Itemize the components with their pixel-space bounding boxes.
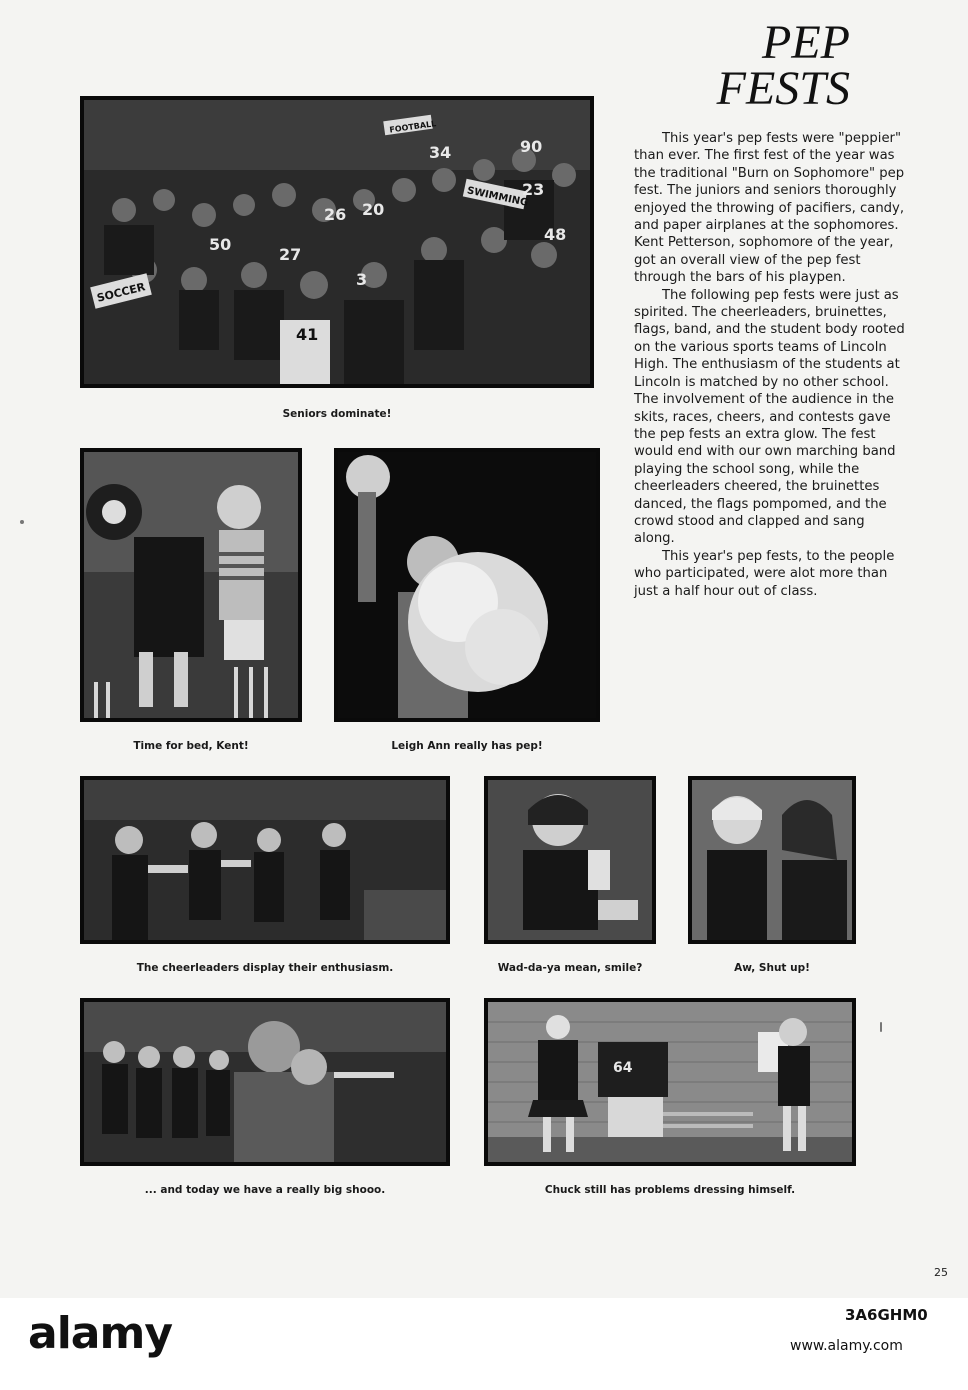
photo-caption: Chuck still has problems dressing himself.	[544, 1184, 796, 1196]
photo-caption: Leigh Ann really has pep!	[391, 740, 543, 752]
show-scene	[84, 1002, 446, 1162]
jersey-number: 50	[209, 235, 232, 254]
photo-cheerleaders-enthusiasm	[80, 776, 450, 944]
photo-aw-shut-up	[688, 776, 856, 944]
title-line-1: PEP	[762, 16, 850, 69]
sign-football: FOOTBALL	[388, 119, 437, 135]
crowd-scene	[84, 100, 590, 384]
image-id: 3A6GHM0	[845, 1306, 928, 1324]
playpen-scene	[84, 452, 298, 718]
jersey-number: 26	[324, 205, 347, 224]
watermark-url: www.alamy.com	[790, 1338, 903, 1354]
title-line-2: FESTS	[716, 62, 850, 115]
page-title	[660, 16, 850, 115]
speck	[880, 1022, 882, 1032]
photo-seniors-crowd	[80, 96, 594, 388]
jersey-number: 27	[279, 245, 302, 264]
jersey-number: 48	[544, 225, 567, 244]
photo-caption: The cheerleaders display their enthusiasm.	[136, 962, 394, 974]
photo-really-big-shooo	[80, 998, 450, 1166]
article-paragraph: This year's pep fests were "peppier" than ever. The first fest of the year was the traditional "Burn on Sophomore" pep fest. The juniors and seniors thoroughly enjoyed the throwing of pacifiers, candy, and paper airplanes at the sophomores. Kent Petterson, sophomore of the year, got an overall view of the pep fest through the bars of his playpen.	[634, 131, 905, 286]
photo-wad-da-ya-mean	[484, 776, 656, 944]
smile-scene	[488, 780, 652, 940]
article-paragraph: The following pep fests were just as spirited. The cheerleaders, bruinettes, flags, band, and the student body rooted on the various sports teams of Lincoln High. The enthusiasm of the students at Lincoln is matched by no other school. The involvement of the audience in the skits, races, cheers, and contests gave the pep fests an extra glow. The fest would end with our own marching band playing the school song, while the cheerleaders cheered, the bruinettes danced, the flags pompomed, and the crowd stood and clapped and sang along.	[634, 287, 905, 547]
jersey-number: 20	[362, 200, 385, 219]
jersey-number: 41	[296, 325, 319, 344]
photo-time-for-bed	[80, 448, 302, 722]
jersey-number: 23	[522, 180, 545, 199]
photo-caption: Time for bed, Kent!	[133, 740, 249, 752]
photo-caption: ... and today we have a really big shooo.	[144, 1184, 386, 1196]
pompom-scene	[338, 452, 596, 718]
jersey-number: 90	[520, 137, 543, 156]
jersey-number: 64	[613, 1060, 633, 1076]
photo-caption: Wad-da-ya mean, smile?	[497, 962, 643, 974]
page-number: 25	[934, 1266, 948, 1279]
talk-scene	[692, 780, 852, 940]
dressing-scene	[488, 1002, 852, 1162]
alamy-logo: alamy	[28, 1308, 172, 1359]
photo-chuck-dressing	[484, 998, 856, 1166]
article-paragraph: This year's pep fests, to the people who participated, were alot more than just a half hour out of class.	[634, 548, 895, 599]
sign-soccer: SOCCER	[95, 280, 147, 305]
speck	[20, 520, 24, 524]
photo-caption: Aw, Shut up!	[734, 962, 810, 974]
photo-leigh-ann-pep	[334, 448, 600, 722]
photo-caption: Seniors dominate!	[282, 408, 392, 420]
jersey-number: 3	[356, 270, 368, 289]
article-body	[634, 130, 906, 600]
cheer-scene	[84, 780, 446, 940]
jersey-number: 34	[429, 143, 452, 162]
sign-swimming: SWIMMING	[465, 185, 530, 209]
